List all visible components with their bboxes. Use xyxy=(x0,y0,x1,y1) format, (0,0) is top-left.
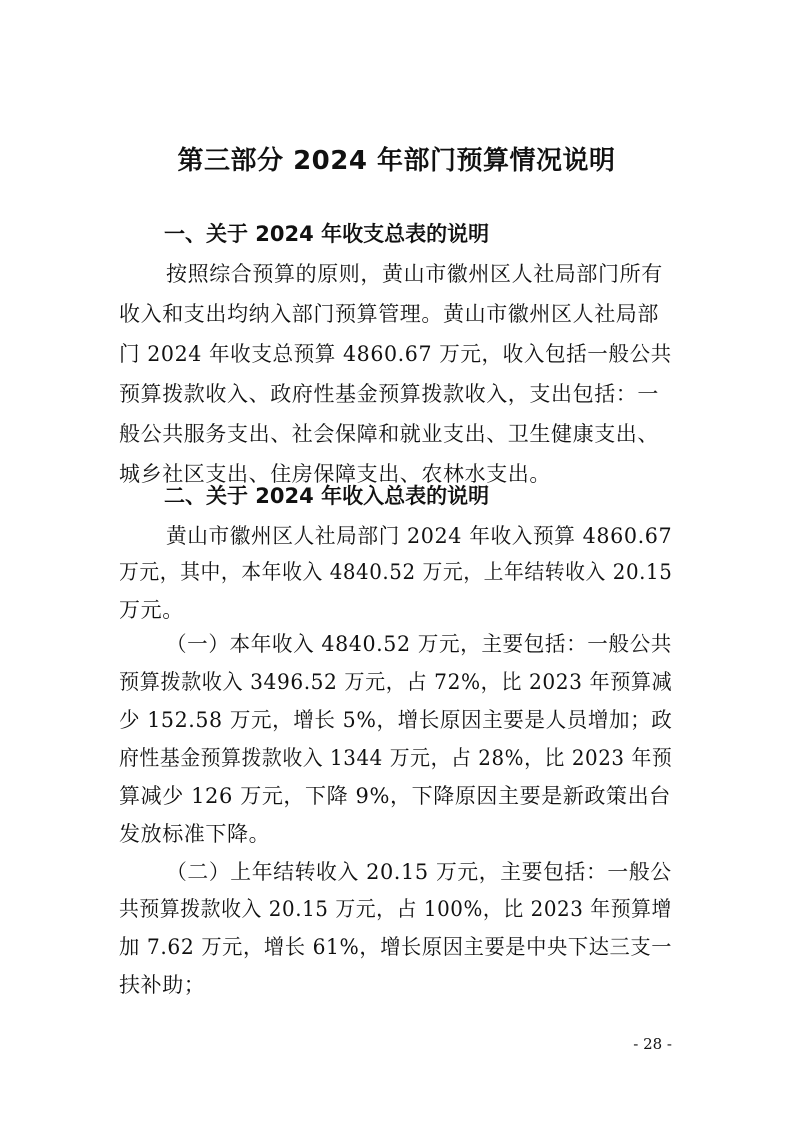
section-heading-2: 二、关于 2024 年收入总表的说明 xyxy=(164,484,490,508)
page-number: - 28 - xyxy=(633,1035,672,1053)
paragraph-line: 共预算拨款收入 20.15 万元，占 100%，比 2023 年预算增 xyxy=(119,897,672,921)
paragraph-line: 预算拨款收入 3496.52 万元，占 72%，比 2023 年预算减 xyxy=(119,670,673,694)
paragraph-line: 万元，其中，本年收入 4840.52 万元，上年结转收入 20.15 xyxy=(119,560,673,584)
paragraph-line: 府性基金预算拨款收入 1344 万元，占 28%，比 2023 年预 xyxy=(119,746,673,770)
paragraph-line: （二）上年结转收入 20.15 万元，主要包括：一般公 xyxy=(166,860,672,884)
paragraph-line: （一）本年收入 4840.52 万元，主要包括：一般公共 xyxy=(166,632,672,656)
paragraph-line: 黄山市徽州区人社局部门 2024 年收入预算 4860.67 xyxy=(166,524,673,548)
paragraph-line: 按照综合预算的原则，黄山市徽州区人社局部门所有 xyxy=(166,262,663,286)
paragraph-line: 算减少 126 万元，下降 9%，下降原因主要是新政策出台 xyxy=(119,784,671,808)
paragraph-line: 门 2024 年收支总预算 4860.67 万元，收入包括一般公共 xyxy=(119,342,672,366)
paragraph-line: 城乡社区支出、住房保障支出、农林水支出。 xyxy=(119,462,551,486)
paragraph-line: 扶补助； xyxy=(119,973,206,997)
paragraph-line: 少 152.58 万元，增长 5%，增长原因主要是人员增加；政 xyxy=(119,708,673,732)
paragraph-line: 发放标准下降。 xyxy=(119,822,271,846)
section-heading-1: 一、关于 2024 年收支总表的说明 xyxy=(164,222,490,246)
paragraph-line: 万元。 xyxy=(119,598,184,622)
paragraph-line: 加 7.62 万元，增长 61%，增长原因主要是中央下达三支一 xyxy=(119,935,673,959)
paragraph-line: 预算拨款收入、政府性基金预算拨款收入，支出包括：一 xyxy=(119,382,659,406)
paragraph-line: 般公共服务支出、社会保障和就业支出、卫生健康支出、 xyxy=(119,422,659,446)
paragraph-line: 收入和支出均纳入部门预算管理。黄山市徽州区人社局部 xyxy=(119,302,659,326)
page-title: 第三部分 2024 年部门预算情况说明 xyxy=(177,146,616,176)
